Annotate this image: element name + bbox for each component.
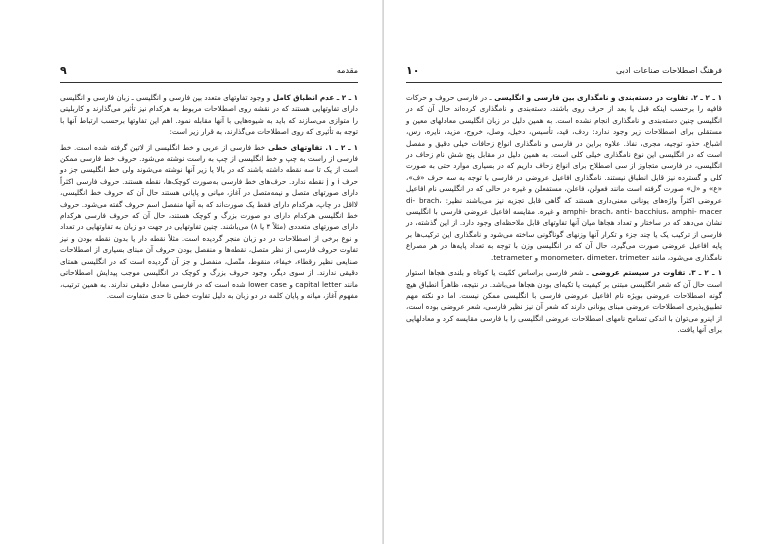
right-paragraph — [406, 267, 722, 335]
section-heading: ۱ ـ ۲ ـ عدم انطباق کامل — [270, 93, 358, 102]
right-header-rule — [406, 82, 722, 83]
left-page-body — [60, 92, 358, 462]
paragraph-text: خط فارسی از عربی و خط انگلیسی از لاتین گرفته شده است. خط فارسی از راست به چپ و خط انگلیسی از چپ به راست نوشته می‌شود. حروف خط فارسی ممکن است از یک تا سه نقطه داشته باشند که در بالا یا زیر آنها نوشته می‌شوند ولی خط انگلیسی جز دو حرف i و j نقطه ندارد. حرف‌های خط فارسی به‌صورت کوچک‌ها، نقطه هستند. حروف فارسی اکثراً دارای صورتهای متصل و نیمه‌متصل در آغاز، میانی و پایانی هستند حال آن که حروف خط انگلیسی، لااقل در چاپ، هرکدام دارای فقط یک صورت‌اند که به آنها منفصل اسم حروف گفته می‌شود. حروف خط انگلیسی هرکدام دارای دو صورت بزرگ و کوچک هستند، حال آن که حروف فارسی هرکدام دارای صورتهای متعددی (مثلاً ۴ یا ۸) می‌باشند. چنین تفاوتهایی در جهت دو زبان به تفاوتهایی در تعداد و نوع برخی از اصطلاحات در دو زبان منجر گردیده است. مثلاً نقطه دار یا بدون نقطه بودن و نیز تفاوت حروف فارسی از نظر متصل، نقطه‌ها و منفصل بودن حروف آن مبنای بسیاری از اصطلاحات صنایعی نظیر رقطاء، خیفاء، منقوط، متّصل، منفصل و جز آن گردیده است که در انگلیسی همتای دقیقی ندارند. از سوی دیگر، وجود حروف بزرگ و کوچک در انگلیسی موجب پیدایش اصطلاحاتی مانند capital letter و lower case شده است که در فارسی معادل دقیقی ندارند. به همین ترتیب، مفهوم آغاز، میانه و پایان کلمه در دو زبان به دلیل تفاوت خطی تا حدی متفاوت است. — [60, 142, 358, 300]
right-page-header — [406, 66, 722, 80]
right-running-title: فرهنگ اصطلاحات صناعات ادبی — [616, 66, 722, 75]
left-paragraph — [60, 92, 358, 138]
section-heading: ۱ ـ ۲ ـ ۳. تفاوت در سیستم عروضی — [588, 268, 722, 278]
right-page-body — [406, 92, 722, 514]
left-running-title: مقدمه — [336, 66, 358, 75]
paragraph-text: ـ شعر فارسی براساس کمّیت یا کوتاه و بلندی هجاها استوار است حال آن که شعر انگلیسی مبتنی بر کیفیت یا تکیه‌ای بودن هجاها می‌باشد. در نتیجه، ظاهراً انطباق هیچ گونه اصطلاحات عروضی بویژه نام افاعیل عروضی فارسی با انگلیسی ممکن نیست. اما دو نکته مهم تطبیق‌پذیری اصطلاحات عروضی مبنای یونانی دارند که شعر آن نیز نظیر فارسی، شعر عروضی بوده است، از اینرو می‌توان با اندکی تسامح نامهای اصطلاحات عروضی انگلیسی را با فارسی مقایسه کرد و معادلهایی برای آنها یافت. — [406, 268, 722, 335]
paragraph-text: ـ در فارسی حروف و حرکات قافیه را برحسب اینکه قبل یا بعد از حرف روی باشند، دسته‌بندی و نامگذاری کرده‌اند حال آن که در انگلیسی چنین دسته‌بندی و نامگذاری انجام نشده است. به همین دلیل در زبان انگلیسی معادلهای معین و مستقلی برای اصطلاحات زیر وجود ندارد: ردف، قید، تأسیس، دخیل، وصل، خروج، مزید، نایره، رس، اشباع، حذو، توجیه، مجری، نفاذ. علاوه براین در فارسی و نامگذاری انواع زحافات خیلی دقیق و مفصل است که در انگلیسی این نوع نامگذاری خیلی کلی است. به همین دلیل در مقابل پنج شش نام زحاف در انگلیسی، در فارسی متجاوز از سی اصطلاح برای انواع زحاف داریم که در بسیاری موارد حتی به صورت کلی و گسترده نیز قابل انطباق نیستند. نامگذاری افاعیل عروضی در فارسی با توجه به سه حرف «ف»، «ع» و «ل» صورت گرفته است مانند فعولن، فاعلن، مستفعلن و غیره در حالی که در انگلیسی نام افاعیل عروضی اکثراً واژه‌های یونانی معنی‌داری هستند که گاهی قابل تجزیه نیز می‌باشند نظیر: di- brach، amphi- brach، anti- bacchius، amphi- macer و غیره. مقایسه افاعیل عروضی فارسی با انگلیسی نشان می‌دهد که در ساختار و تعداد هجاها میان آنها تفاوتهای قابل ملاحظه‌ای وجود دارد. از این گذشته، در فارسی از ترکیب یک یا چند جزء و تکرار آنها وزنهای گوناگونی ساخته می‌شود و نامگذاری این ترکیب‌ها بر پایه افاعیل عروضی صورت می‌گیرد، حال آن که در انگلیسی وزن با توجه به تعداد پایه‌ها در هر مصراع نامگذاری می‌شود، مانند monometer، dimeter، trimeter و tetrameter. — [406, 93, 723, 262]
section-heading: ۱ ـ ۲ ـ ۲. تفاوت در دسته‌بندی و نامگذاری بین فارسی و انگلیسی — [491, 93, 722, 102]
right-page — [384, 0, 768, 544]
right-page-number: ۱۰ — [406, 64, 420, 77]
left-page-number: ۹ — [60, 64, 67, 77]
left-paragraph — [60, 142, 358, 302]
section-heading: ۱ ـ ۲ ـ ۱. تفاوتهای خطی — [265, 142, 359, 152]
left-header-rule — [60, 82, 358, 83]
paragraph-text: و وجود تفاوتهای متعدد بین فارسی و انگلیسی ـ زبان فارسی و انگلیسی دارای تفاوتهایی هستند که در نقشه روی اصطلاحات مربوط به هرکدام نیز تأثیر می‌گذارند و کاربلیتی را متوازی می‌سازند که باید به شیوه‌هایی با آنها مقابله نمود. اهم این تفاوتها برحسب ارتباط آنها با توجه به تأثیری که روی اصطلاحات می‌گذارند، به قرار زیر است: — [60, 93, 358, 137]
right-paragraph — [406, 92, 722, 263]
left-page-header — [60, 66, 358, 80]
